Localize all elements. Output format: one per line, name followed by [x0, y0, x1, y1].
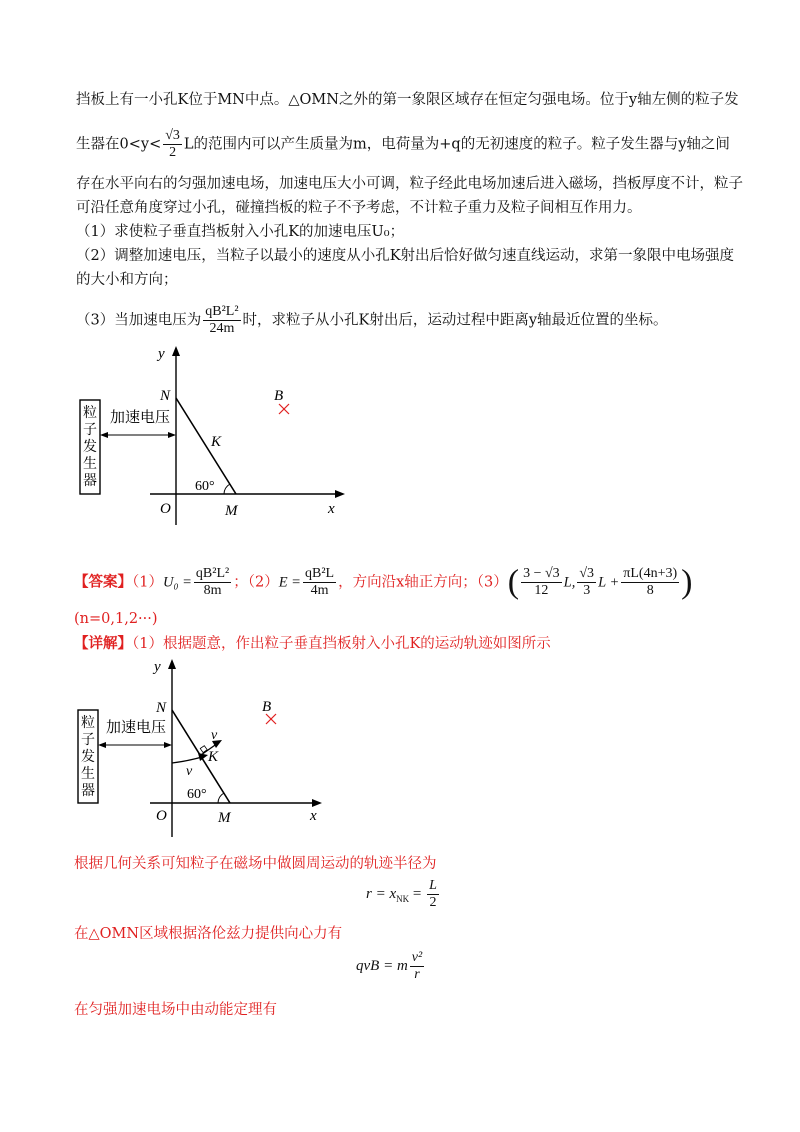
label-k: K — [211, 434, 222, 450]
solution-tag: 【详解】 — [74, 635, 132, 652]
answer-u0: U₀ = — [162, 574, 192, 591]
x-axis-2 — [150, 799, 322, 807]
label2-x: x — [310, 808, 317, 824]
label-m: M — [225, 503, 238, 519]
solution-step-2: 根据几何关系可知粒子在磁场中做圆周运动的轨迹半径为 — [74, 856, 437, 872]
answer-n-range: (n=0,1,2···) — [74, 611, 158, 627]
label-b: B — [274, 388, 284, 404]
answer-sep1: ； — [233, 574, 248, 591]
answer-u0-fraction: $\frac{\text{qB²L²}}{8m}$ — [195, 566, 230, 598]
label-o: O — [160, 501, 171, 517]
problem-line-2 — [76, 128, 730, 161]
label2-v-bottom: v — [186, 764, 193, 779]
generator2-char-5: 器 — [81, 783, 95, 799]
solution-step-4: 在匀强加速电场中由动能定理有 — [74, 1002, 277, 1018]
paren-open: ( — [507, 563, 520, 601]
answer-p2: （2） — [247, 574, 279, 591]
field-width-arrow — [100, 432, 176, 438]
eq2-fraction: $\frac{\text{v²}}{r}$ — [411, 950, 423, 982]
coord-x-fraction: $\frac{3 - √3}{12}$ — [523, 566, 560, 598]
question-3b: 时，求粒子从小孔K射出后，运动过程中距离y轴最近位置的坐标。 — [242, 312, 668, 329]
question-2b: 的大小和方向； — [76, 272, 178, 288]
problem-line-3: 存在水平向右的匀强加速电场，加速电压大小可调，粒子经此电场加速后进入磁场，挡板厚度不计，粒子 — [76, 176, 743, 192]
particle-trajectory — [172, 757, 202, 763]
label2-m: M — [218, 810, 231, 826]
label2-o: O — [156, 808, 167, 824]
generator2-char-2: 子 — [81, 732, 95, 748]
generator2-char-4: 生 — [81, 766, 95, 782]
coord-y-fraction-1: $\frac{√3}{3}$ — [579, 566, 595, 598]
label2-angle: 60° — [187, 787, 207, 802]
angle-arc-2 — [218, 793, 224, 803]
x-axis — [150, 490, 345, 498]
q3-voltage-fraction: $\frac{\text{qB²L²}}{24m}$ — [205, 304, 239, 336]
magnetic-field-cross-icon — [279, 404, 289, 414]
magnetic-field-cross-icon-2 — [266, 714, 276, 724]
coord-x-l: L, — [563, 574, 576, 591]
label2-n: N — [156, 700, 167, 716]
question-3 — [76, 304, 668, 337]
eq1-lhs: r = x — [366, 885, 397, 902]
equation-lorentz — [356, 950, 426, 983]
eq2-lhs: qvB = m — [356, 957, 408, 974]
question-2a: （2）调整加速电压，当粒子以最小的速度从小孔K射出后恰好做匀速直线运动，求第一象限中电场强度 — [76, 248, 735, 264]
answer-p3: （3） — [476, 574, 508, 591]
equation-radius: $r = x_{NK}$ = $\frac{L}{2}$ — [366, 878, 437, 910]
eq1-fraction: $\frac{L}{2}$ — [429, 878, 437, 910]
question-1: （1）求使粒子垂直挡板射入小孔K的加速电压U₀； — [76, 224, 405, 240]
answer-p1: （1） — [132, 574, 163, 591]
answer-line — [74, 563, 693, 601]
label-n: N — [160, 388, 171, 404]
sqrt3-over-2: $\frac{√3}{2}$ — [165, 128, 180, 160]
angle-arc — [224, 484, 230, 494]
field-width-arrow-2 — [98, 742, 172, 748]
label2-b: B — [262, 699, 272, 715]
problem-line-4: 可沿任意角度穿过小孔，碰撞挡板的粒子不予考虑，不计粒子重力及粒子间相互作用力。 — [76, 200, 642, 216]
generator-char-2: 子 — [83, 422, 97, 438]
answer-e: E = — [278, 574, 301, 591]
label2-v-top: v — [211, 728, 218, 743]
label-y: y — [158, 346, 165, 362]
question-3a: （3）当加速电压为 — [76, 312, 202, 329]
label-x: x — [328, 501, 335, 517]
problem-line-2b: L的范围内可以产生质量为m，电荷量为+q的无初速度的粒子。粒子发生器与y轴之间 — [183, 136, 730, 153]
generator-char-1: 粒 — [83, 405, 97, 421]
generator2-char-1: 粒 — [81, 715, 95, 731]
y-axis-2 — [168, 659, 176, 837]
figure-2 — [70, 655, 340, 840]
solution-step-3: 在△OMN区域根据洛伦兹力提供向心力有 — [74, 926, 343, 942]
label-angle: 60° — [195, 479, 215, 494]
label2-y: y — [154, 659, 161, 675]
paren-close: ) — [681, 563, 693, 601]
answer-e-fraction: $\frac{\text{qB²L}}{4m}$ — [304, 566, 335, 598]
problem-line-1: 挡板上有一小孔K位于MN中点。△OMN之外的第一象限区域存在恒定匀强电场。位于y轴左侧的粒子发 — [76, 92, 739, 108]
eq1-sub: NK — [396, 893, 410, 904]
generator-char-5: 器 — [83, 473, 97, 489]
solution-line-1 — [74, 634, 551, 654]
figure-1 — [70, 340, 370, 530]
answer-direction: ，方向沿x轴正方向； — [338, 574, 477, 591]
accelerating-voltage-label: 加速电压 — [110, 408, 171, 426]
answer-tag: 【答案】 — [74, 573, 132, 591]
accelerating-voltage-label-2: 加速电压 — [106, 718, 167, 736]
generator-char-4: 生 — [83, 456, 97, 472]
solution-step-1: （1）根据题意，作出粒子垂直挡板射入小孔K的运动轨迹如图所示 — [132, 636, 551, 652]
coord-y-fraction-2: $\frac{\pi L(4n+3)}{8}$ — [623, 566, 678, 598]
label2-k: K — [208, 749, 219, 765]
generator2-char-3: 发 — [81, 749, 95, 765]
coord-y-tail: L + — [598, 574, 620, 591]
problem-line-2a: 生器在0<y< — [76, 136, 162, 153]
generator-char-3: 发 — [83, 439, 97, 455]
